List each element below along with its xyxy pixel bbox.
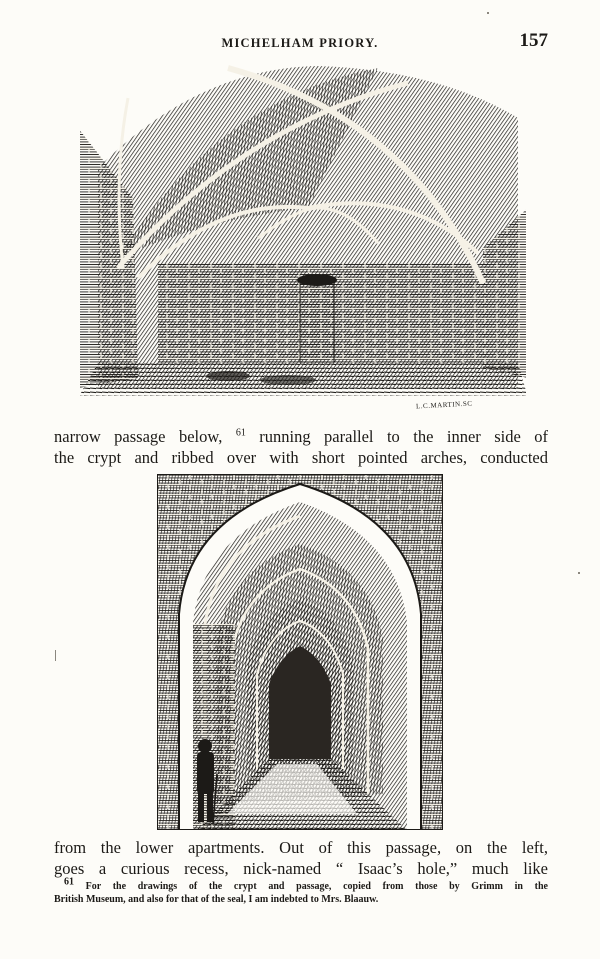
- footnote: [54, 876, 548, 906]
- footnote-ref: 61: [235, 427, 246, 439]
- body-text-lower: [54, 837, 548, 879]
- body-text-upper: [54, 426, 548, 468]
- footnote-number: 61: [64, 876, 74, 888]
- running-title: MICHELHAM PRIORY.: [221, 36, 379, 50]
- passage-engraving: [157, 474, 443, 830]
- running-head: [0, 30, 600, 54]
- footnote-line: $^{61}$ For the drawings of the crypt and passage, copied from those by Grimm in the: [64, 876, 548, 892]
- page-number: 157: [519, 30, 548, 51]
- text-line: goes a curious recess, nick-named “ Isaac’s hole,” much like: [54, 859, 548, 878]
- engraver-credit: L.C.MARTIN.SC: [415, 399, 473, 411]
- footnote-line: British Museum, and also for that of the seal, I am indebted to Mrs. Blaauw.: [54, 894, 379, 905]
- text-line: the crypt and ribbed over with short pointed arches, conducted: [54, 448, 548, 467]
- stray-mark: [578, 572, 580, 574]
- stray-mark: [55, 650, 56, 661]
- text-line: narrow passage below, $^{61}$ running parallel to the inner side of: [54, 427, 549, 446]
- text-line: from the lower apartments. Out of this passage, on the left,: [54, 838, 548, 857]
- crypt-engraving: [78, 58, 528, 398]
- stray-mark: [487, 12, 489, 14]
